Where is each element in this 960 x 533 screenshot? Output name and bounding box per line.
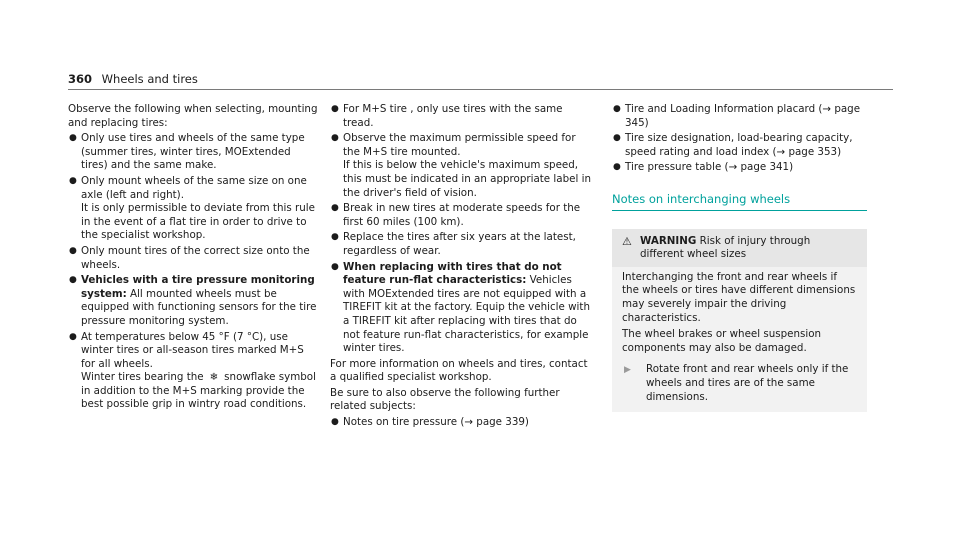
related-subjects-list [330,416,592,430]
list-item: ● At temperatures below 45 °F (7 °C), use winter tires or all-season tires marked M+S for all wheels. Winter tires bearing the ❄ snowflake symbol in addition to the M+S marking provide the best possible grip in wintry road conditions. [69,330,316,411]
intro-text: Observe the following when selecting, mounting and replacing tires: [68,103,318,129]
bullet-icon: ● [331,104,339,114]
warning-title: Risk of injury through different wheel sizes [640,234,811,261]
reference-list [612,103,867,175]
bullet-icon: ● [331,203,339,214]
reference-link-pressure-table[interactable]: ● Tire pressure table (→ page 341) [613,161,794,174]
warning-body: Interchanging the front and rear wheels if the wheels or tires have different dimensions may severely impair the driving characteristics. The wheel brakes or wheel suspension components may also be damaged. ▶ Rotate front and rear wheels only if the wheels and tires are of the same dimensions. [612,267,867,412]
section-name: Wheels and tires [101,72,198,86]
list-item: ● When replacing with tires that do not feature run-flat characteristics: Vehicles with MOExtended tires are not equipped with a TIREFIT kit at the factory. Equip the vehicle with a TIREFIT kit after replacing with tires that do not feature run-flat characteristics, for example winter tires. [331,260,590,355]
step-arrow-icon: ▶ [624,365,631,376]
bullet-icon: ● [613,162,621,173]
list-item: ● Break in new tires at moderate speeds for the first 60 miles (100 km). [331,202,581,228]
related-subjects-text: Be sure to also observe the following further related subjects: [330,386,560,413]
tire-rules-list [68,132,320,412]
page-number: 360 [68,72,93,86]
more-info-text: For more information on wheels and tires, contact a qualified specialist workshop. [330,357,588,384]
warning-step: ▶ Rotate front and rear wheels only if the wheels and tires are of the same dimensions. [624,363,849,403]
column-3 [612,103,867,412]
section-title: Notes on interchanging wheels [612,193,867,211]
header-divider [68,89,893,90]
list-item: ● Only mount wheels of the same size on one axle (left and right). It is only permissible to deviate from this rule in the event of a flat tire in order to drive to the specialist workshop. [69,174,315,242]
warning-header [612,229,867,267]
bullet-icon: ● [613,104,621,114]
reference-link-size-designation[interactable]: ● Tire size designation, load-bearing capacity, speed rating and load index (→ page 353) [613,132,853,158]
bullet-icon: ● [69,331,77,342]
list-item: ● Replace the tires after six years at the latest, regardless of wear. [331,231,576,257]
bullet-icon: ● [331,232,339,243]
tire-notes-list [330,103,592,356]
bullet-icon: ● [69,133,77,144]
snowflake-mountain-icon: ❄ [209,372,219,384]
bullet-icon: ● [331,133,339,144]
warning-triangle-icon: ⚠ [622,234,632,248]
warning-box [612,229,867,413]
reference-link-loading-placard[interactable]: ● Tire and Loading Information placard (→ page 345) [613,103,861,129]
warning-label: WARNING [640,234,697,247]
bullet-icon: ● [331,417,339,428]
column-1 [68,103,320,414]
column-2 [330,103,592,432]
related-link-tire-pressure[interactable]: ● Notes on tire pressure (→ page 339) [331,416,529,429]
bullet-icon: ● [69,275,77,286]
bullet-icon: ● [69,245,77,256]
bullet-icon: ● [69,175,77,186]
list-item: ● Only use tires and wheels of the same type (summer tires, winter tires, MOExtended tires) and the same make. [69,132,305,172]
page-header [68,72,198,86]
bullet-icon: ● [613,133,621,144]
list-item: ● Only mount tires of the correct size onto the wheels. [69,244,310,271]
list-item: ● Observe the maximum permissible speed for the M+S tire mounted. If this is below the vehicle's maximum speed, this must be indicated in an appropriate label in the driver's field of vision. [331,132,591,199]
list-item: ● Vehicles with a tire pressure monitoring system: All mounted wheels must be equipped with functioning sensors for the tire pressure monitoring system. [69,274,317,327]
bullet-icon: ● [331,261,339,272]
list-item: ● For M+S tire , only use tires with the same tread. [331,103,563,129]
